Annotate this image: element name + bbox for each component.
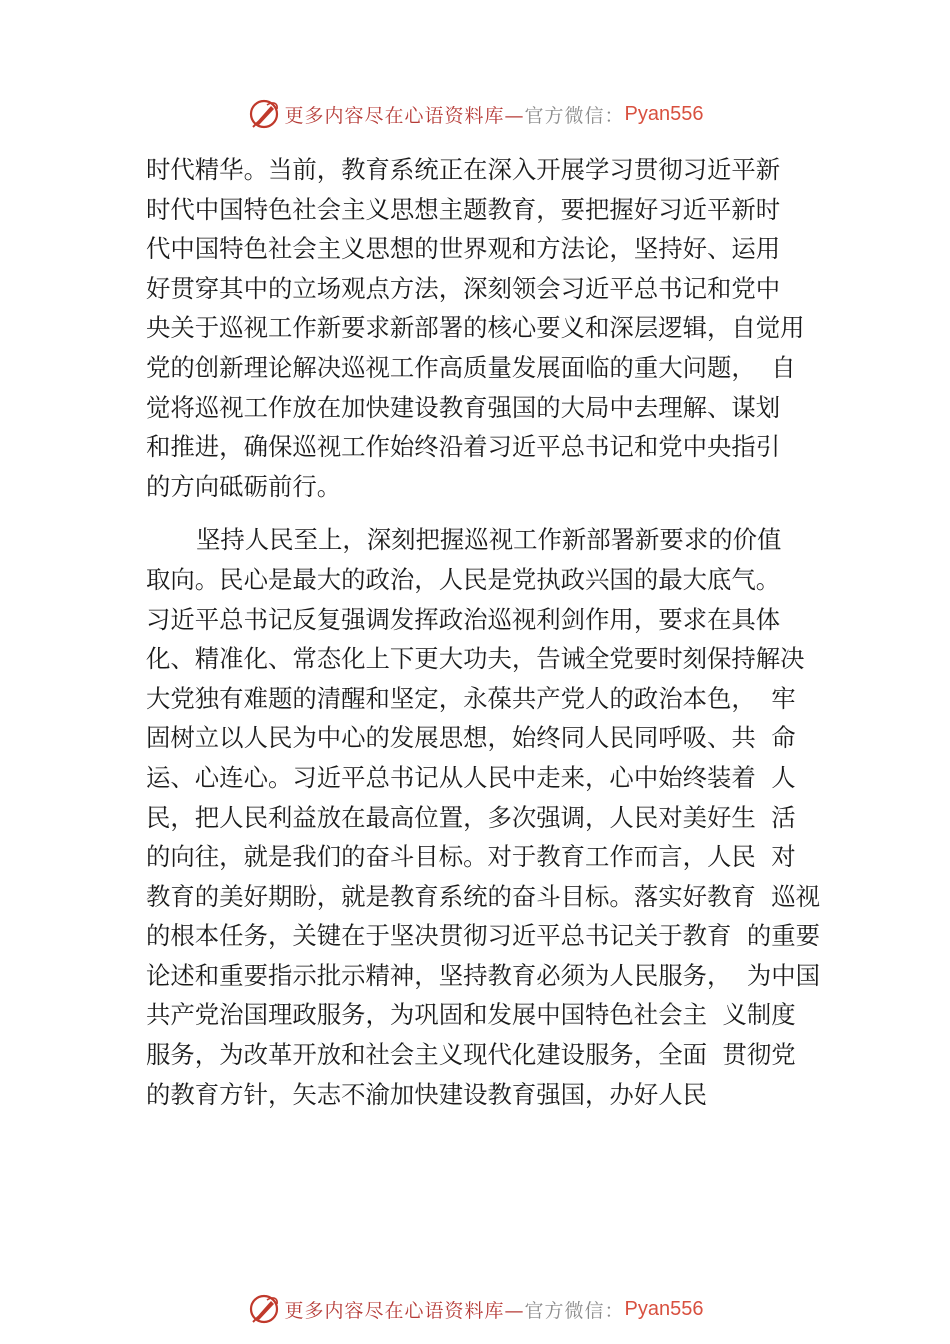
footer-promo-text: 更多内容尽在心语资料库— <box>284 1299 525 1322</box>
text-line: 服务，为改革开放和社会主义现代化建设服务，全面 贯彻党 <box>146 1040 796 1070</box>
text-line: 民，把人民利益放在最高位置，多次强调，人民对美好生 活 <box>146 802 796 832</box>
text-line: 的根本任务，关键在于坚决贯彻习近平总书记关于教育 的重要 <box>146 921 821 951</box>
header-wechat-label: 官方微信： <box>524 104 625 127</box>
text-line: 代中国特色社会主义思想的世界观和方法论，坚持好、运用 <box>146 234 781 264</box>
footer-banner <box>0 1289 950 1329</box>
text-line: 央关于巡视工作新要求新部署的核心要义和深层逻辑，自觉用 <box>146 313 805 343</box>
text-line: 时代精华。当前，教育系统正在深入开展学习贯彻习近平新 <box>146 155 781 184</box>
text-line: 化、精准化、常态化上下更大功夫，告诫全党要时刻保持解决 <box>146 644 805 674</box>
document-body <box>146 150 836 1114</box>
text-line: 觉将巡视工作放在加快建设教育强国的大局中去理解、谋划 <box>146 392 781 422</box>
footer-wechat-label: 官方微信： <box>524 1299 625 1322</box>
text-line: 大党独有难题的清醒和坚定，永葆共产党人的政治本色， 牢 <box>146 683 796 713</box>
text-line: 和推进，确保巡视工作始终沿着习近平总书记和党中央指引 <box>146 432 781 462</box>
text-line: 好贯穿其中的立场观点方法，深刻领会习近平总书记和党中 <box>146 273 781 303</box>
text-line: 习近平总书记反复强调发挥政治巡视利剑作用，要求在具体 <box>146 604 781 634</box>
text-line: 党的创新理论解决巡视工作高质量发展面临的重大问题， 自 <box>146 352 796 382</box>
header-banner <box>0 94 950 134</box>
paragraph-2 <box>146 520 836 1114</box>
text-line: 教育的美好期盼，就是教育系统的奋斗目标。落实好教育 巡视 <box>146 881 821 911</box>
text-line: 运、心连心。习近平总书记从人民中走来，心中始终装着 人 <box>146 762 796 792</box>
header-wechat-account: Pyan556 <box>624 102 704 125</box>
header-promo-text: 更多内容尽在心语资料库— <box>284 104 525 127</box>
text-line: 的向往，就是我们的奋斗目标。对于教育工作而言，人民 对 <box>146 842 796 872</box>
text-line: 取向。民心是最大的政治，人民是党执政兴国的最大底气。 <box>146 564 781 594</box>
text-line-indented: 坚持人民至上，深刻把握巡视工作新部署新要求的价值 <box>196 525 782 555</box>
footer-wechat-account: Pyan556 <box>624 1297 704 1320</box>
paragraph-1 <box>146 150 836 506</box>
text-line: 的教育方针，矢志不渝加快建设教育强国，办好人民 <box>146 1079 707 1109</box>
text-line: 的方向砥砺前行。 <box>146 471 342 501</box>
quill-pen-icon <box>247 97 281 131</box>
paragraph-gap <box>146 506 836 520</box>
text-line: 固树立以人民为中心的发展思想，始终同人民同呼吸、共 命 <box>146 723 796 753</box>
text-line: 共产党治国理政服务，为巩固和发展中国特色社会主 义制度 <box>146 1000 796 1030</box>
text-line: 论述和重要指示批示精神，坚持教育必须为人民服务， 为中国 <box>146 960 821 990</box>
text-line: 时代中国特色社会主义思想主题教育，要把握好习近平新时 <box>146 194 781 224</box>
quill-pen-icon <box>247 1292 281 1326</box>
